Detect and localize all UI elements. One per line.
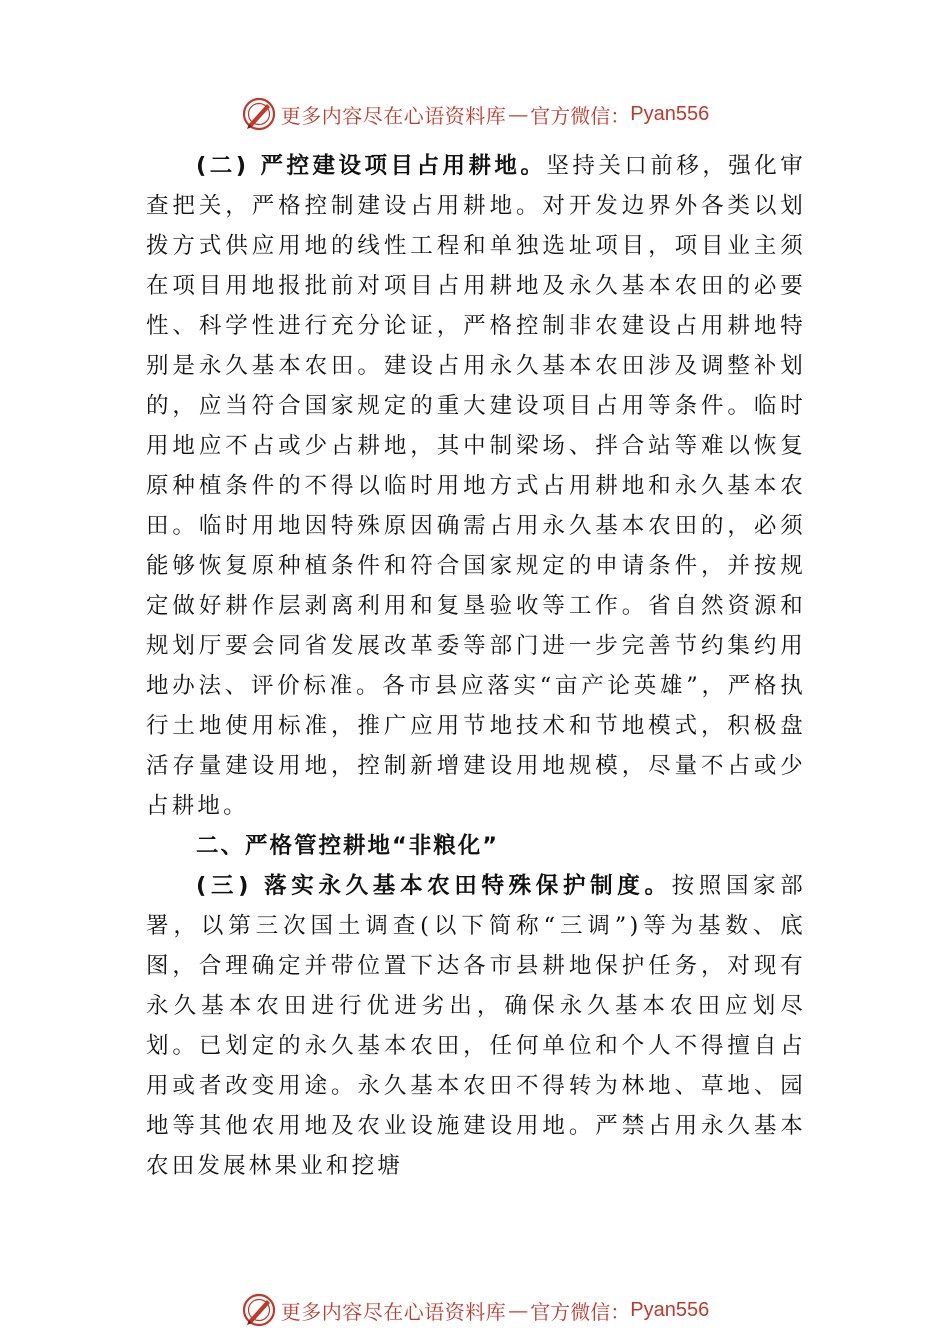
watermark-footer bbox=[0, 1290, 950, 1330]
watermark-wechat-id: Pyan556 bbox=[630, 102, 710, 125]
paragraph-lead: (二) 严控建设项目占用耕地。 bbox=[196, 153, 547, 179]
watermark-label: 官方微信： bbox=[530, 1299, 631, 1324]
watermark-label: 官方微信： bbox=[530, 103, 631, 128]
watermark-wechat-id: Pyan556 bbox=[630, 1298, 710, 1321]
section-heading: 二、严格管控耕地“非粮化” bbox=[196, 833, 500, 859]
document-body bbox=[146, 146, 806, 1186]
watermark-header bbox=[0, 94, 950, 134]
paragraph-lead: (三) 落实永久基本农田特殊保护制度。 bbox=[196, 873, 672, 899]
paragraph-body: 坚持关口前移，强化审查把关，严格控制建设占用耕地。对开发边界外各类以划拨方式供应用地的线性工程和单独选址项目，项目业主须在项目用地报批前对项目占用耕地及永久基本农田的必要性、科学性进行充分论证，严格控制非农建设占用耕地特别是永久基本农田。建设占用永久基本农田涉及调整补划的，应当符合国家规定的重大建设项目占用等条件。临时用地应不占或少占耕地，其中制梁场、拌合站等难以恢复原种植条件的不得以临时用地方式占用耕地和永久基本农田。临时用地因特殊原因确需占用永久基本农田的，必须能够恢复原种植条件和符合国家规定的申请条件，并按规定做好耕作层剥离利用和复垦验收等工作。省自然资源和规划厅要会同省发展改革委等部门进一步完善节约集约用地办法、评价标准。各市县应落实“亩产论英雄”，严格执行土地使用标准，推广应用节地技术和节地模式，积极盘活存量建设用地，控制新增建设用地规模，尽量不占或少占耕地。 bbox=[146, 153, 806, 819]
pen-seal-icon bbox=[241, 1292, 277, 1328]
pen-seal-icon bbox=[241, 96, 277, 132]
paragraph-2-3 bbox=[146, 866, 806, 1186]
watermark-separator: — bbox=[508, 1298, 529, 1322]
watermark-text: 更多内容尽在心语资料库 bbox=[280, 1299, 507, 1324]
watermark-text: 更多内容尽在心语资料库 bbox=[280, 103, 507, 128]
paragraph-2-2 bbox=[146, 146, 806, 826]
paragraph-body: 按照国家部署，以第三次国土调查(以下简称“三调”)等为基数、底图，合理确定并带位置下达各市县耕地保护任务，对现有永久基本农田进行优进劣出，确保永久基本农田应划尽划。已划定的永久基本农田，任何单位和个人不得擅自占用或者改变用途。永久基本农田不得转为林地、草地、园地等其他农用地及农业设施建设用地。严禁占用永久基本农田发展林果业和挖塘 bbox=[146, 873, 806, 1179]
watermark-separator: — bbox=[508, 102, 529, 126]
